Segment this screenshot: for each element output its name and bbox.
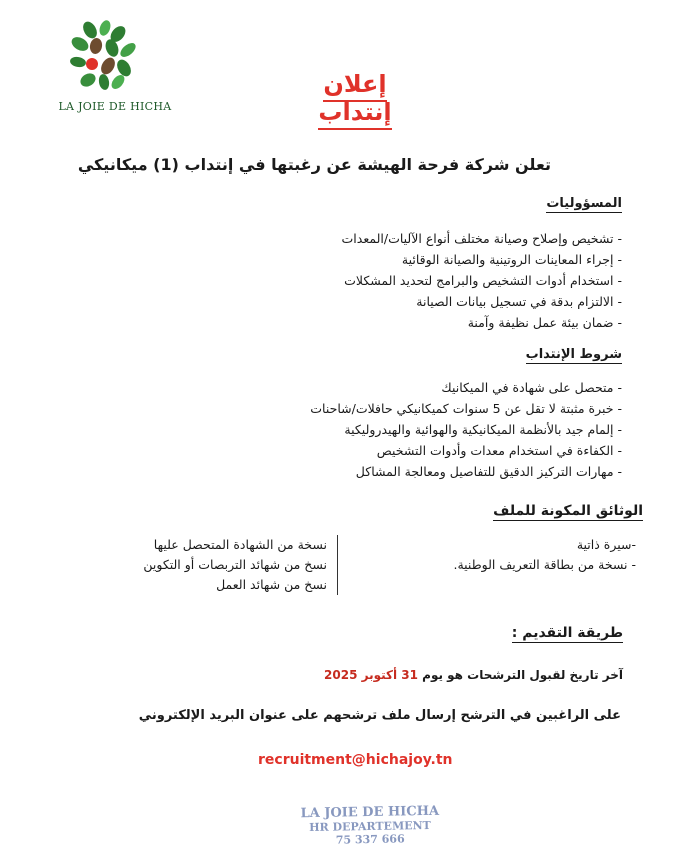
stamp-line-company: LA JOIE DE HICHA — [300, 803, 440, 822]
page-title-text: إعلان إنتداب — [318, 70, 391, 130]
list-item: - ضمان بيئة عمل نظيفة وآمنة — [342, 312, 622, 333]
list-item: - الكفاءة في استخدام معدات وأدوات التشخيص — [310, 440, 622, 461]
list-item: نسخ من شهائد التربصات أو التكوين — [143, 557, 327, 572]
company-logo-icon — [60, 20, 150, 92]
requirements-heading — [526, 347, 622, 362]
responsibilities-heading — [546, 196, 622, 211]
deadline — [324, 668, 623, 682]
brand-name: LA JOIE DE HICHA — [58, 100, 172, 113]
application-heading-text: طريقة التقديم : — [511, 625, 623, 641]
list-item: - متحصل على شهادة في الميكانيك — [310, 377, 622, 398]
list-item: - نسخة من بطاقة التعريف الوطنية. — [453, 557, 636, 572]
documents-right-list — [453, 535, 636, 575]
requirements-list — [310, 377, 622, 482]
deadline-date: 31 أكتوبر 2025 — [324, 668, 418, 682]
deadline-label: آخر تاريخ لقبول الترشحات هو يوم — [422, 668, 623, 682]
hr-stamp — [300, 805, 441, 847]
documents-heading — [493, 503, 643, 519]
headline: تعلن شركة فرحة الهيشة عن رغبتها في إنتداب (1) ميكانيكي — [77, 155, 551, 174]
list-item: نسخ من شهائد العمل — [216, 577, 327, 592]
list-item: - استخدام أدوات التشخيص والبرامج لتحديد المشكلات — [342, 270, 622, 291]
documents-heading-text: الوثائق المكونة للملف — [493, 503, 643, 519]
list-item: - إلمام جيد بالأنظمة الميكانيكية والهوائية والهيدروليكية — [310, 419, 622, 440]
requirements-heading-text: شروط الإنتداب — [525, 347, 622, 362]
page-title — [285, 70, 425, 126]
responsibilities-list — [342, 228, 622, 333]
stamp-line-phone: 75 337 666 — [335, 832, 405, 847]
list-item: - إجراء المعاينات الروتينية والصيانة الوقائية — [342, 249, 622, 270]
application-instructions: على الراغبين في الترشح إرسال ملف ترشحهم على عنوان البريد الإلكتروني — [138, 708, 621, 723]
application-heading — [512, 625, 623, 641]
list-item: - خبرة مثبتة لا تقل عن 5 سنوات كميكانيكي حافلات/شاحنات — [310, 398, 622, 419]
list-item: - الالتزام بدقة في تسجيل بيانات الصيانة — [342, 291, 622, 312]
list-item: نسخة من الشهادة المتحصل عليها — [153, 537, 327, 552]
responsibilities-heading-text: المسؤوليات — [546, 196, 622, 211]
documents-left-list — [143, 535, 338, 595]
list-item: - تشخيص وإصلاح وصيانة مختلف أنواع الآليات/المعدات — [342, 228, 622, 249]
list-item: -سيرة ذاتية — [576, 537, 636, 552]
list-item: - مهارات التركيز الدقيق للتفاصيل ومعالجة المشاكل — [310, 461, 622, 482]
stamp-line-department: HR DEPARTEMENT — [309, 818, 431, 835]
contact-email-link[interactable]: recruitment@hichajoy.tn — [258, 752, 453, 768]
